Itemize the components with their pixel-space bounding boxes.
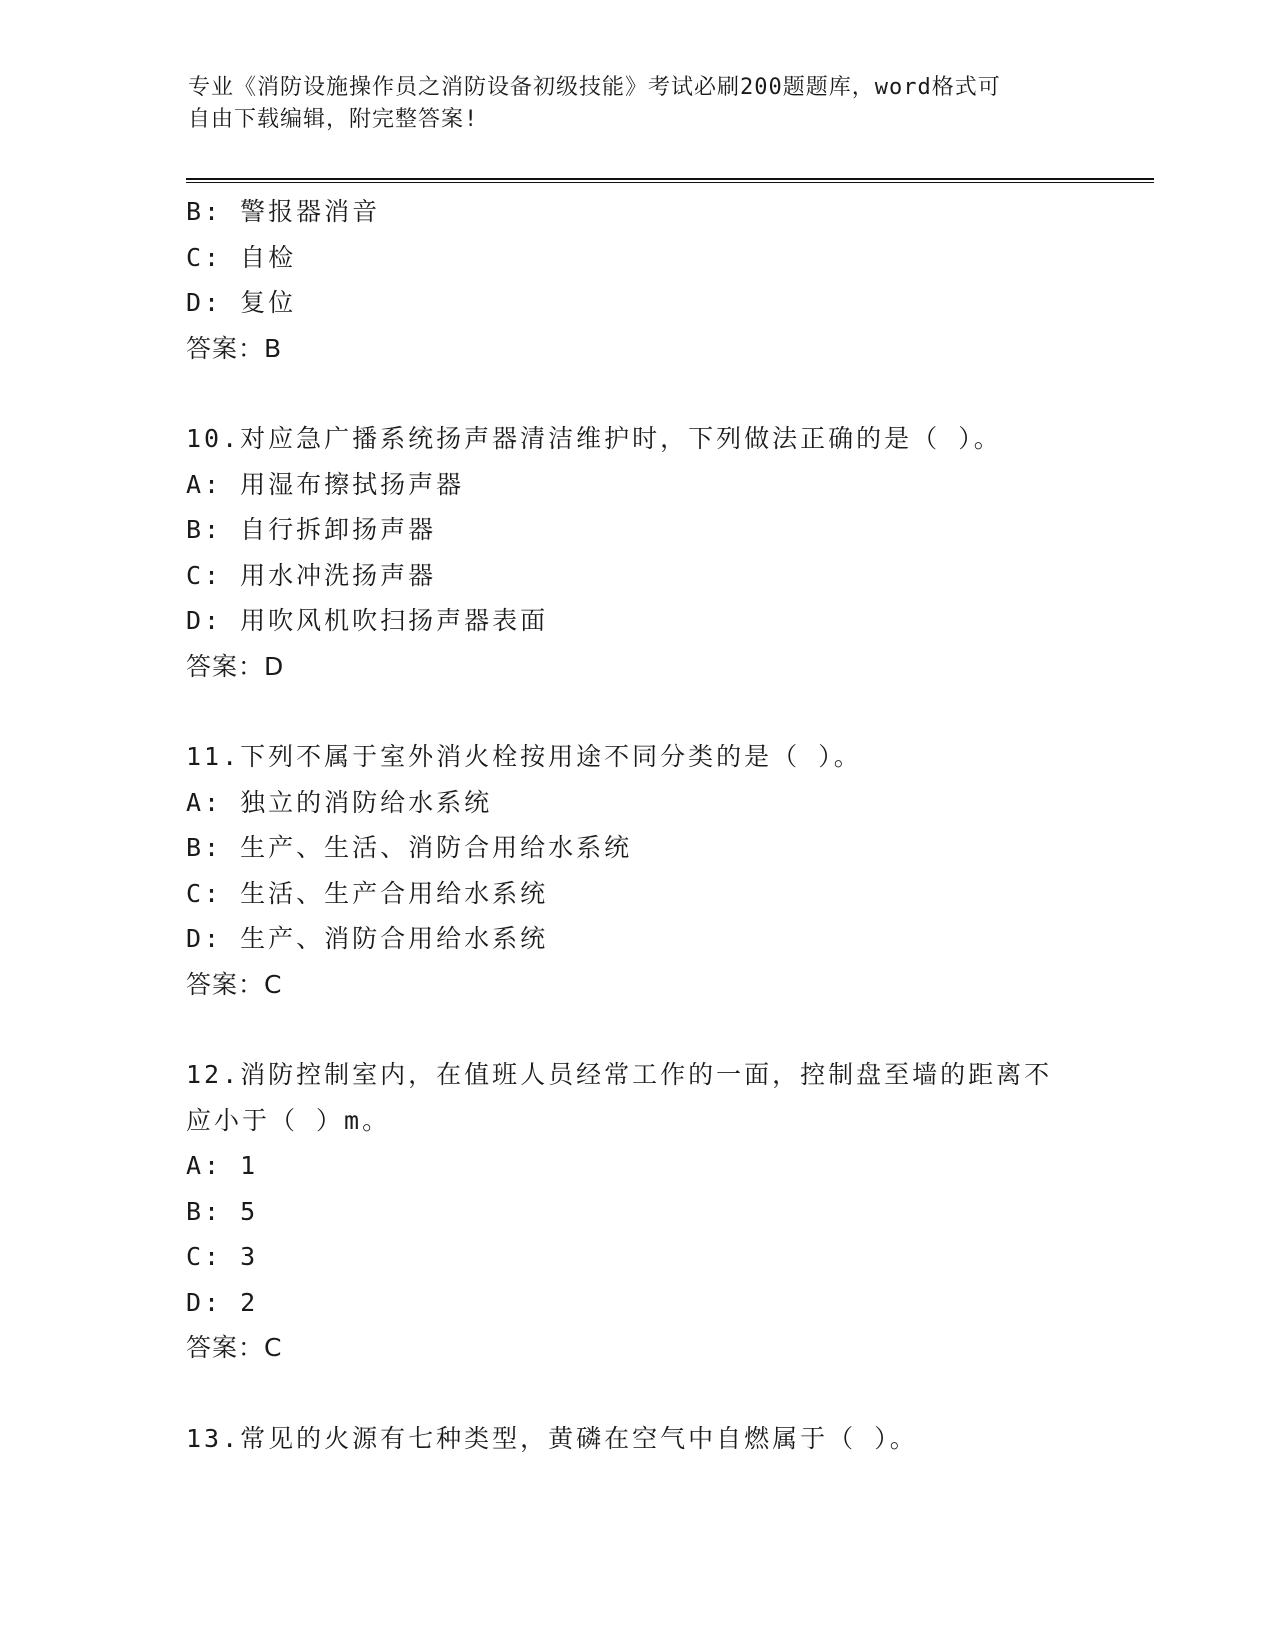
option-c: C: 用水冲洗扬声器 [186,560,437,590]
question-block-12 [186,1052,1086,1371]
question-block-13 [186,1416,1086,1462]
header-divider-thin [186,182,1154,183]
option-c: C: 生活、生产合用给水系统 [186,878,549,908]
option-c: C: 自检 [186,242,297,272]
answer-line: 答案：D [186,651,285,681]
header-divider [186,178,1154,180]
question-block-10 [186,416,1086,689]
option-b: B: 自行拆卸扬声器 [186,515,437,544]
option-b: B: 生产、生活、消防合用给水系统 [186,833,633,862]
question-block-prev [186,189,1086,371]
document-header [188,72,1068,136]
answer-line: 答案：C [186,969,283,999]
answer-line: 答案：C [186,1333,283,1362]
question-stem: 11.下列不属于室外消火栓按用途不同分类的是（ ）。 [186,742,862,771]
option-d: D: 生产、消防合用给水系统 [186,924,549,953]
question-stem-continued: 应小于（ ）m。 [186,1105,391,1135]
spacer [186,1371,1086,1416]
answer-line: 答案：B [186,333,283,363]
question-list [186,189,1086,1461]
question-stem: 13.常见的火源有七种类型，黄磷在空气中自燃属于（ ）。 [186,1423,918,1453]
option-b: B: 5 [186,1196,259,1226]
question-stem: 10.对应急广播系统扬声器清洁维护时，下列做法正确的是（ ）。 [186,424,1002,453]
spacer [186,689,1086,734]
option-c: C: 3 [186,1242,259,1271]
option-d: D: 2 [186,1287,259,1317]
option-d: D: 复位 [186,288,297,317]
option-b: B: 警报器消音 [186,197,381,226]
spacer [186,1007,1086,1052]
option-a: A: 独立的消防给水系统 [186,787,493,817]
header-title-line-2: 自由下载编辑，附完整答案! [188,107,479,132]
header-title-line-1: 专业《消防设施操作员之消防设备初级技能》考试必刷200题题库，word格式可 [188,75,1001,100]
option-a: A: 1 [186,1151,259,1180]
question-block-11 [186,734,1086,1007]
spacer [186,371,1086,416]
option-d: D: 用吹风机吹扫扬声器表面 [186,606,549,635]
question-stem: 12.消防控制室内，在值班人员经常工作的一面，控制盘至墙的距离不 [186,1060,1053,1089]
option-a: A: 用湿布擦拭扬声器 [186,469,465,499]
